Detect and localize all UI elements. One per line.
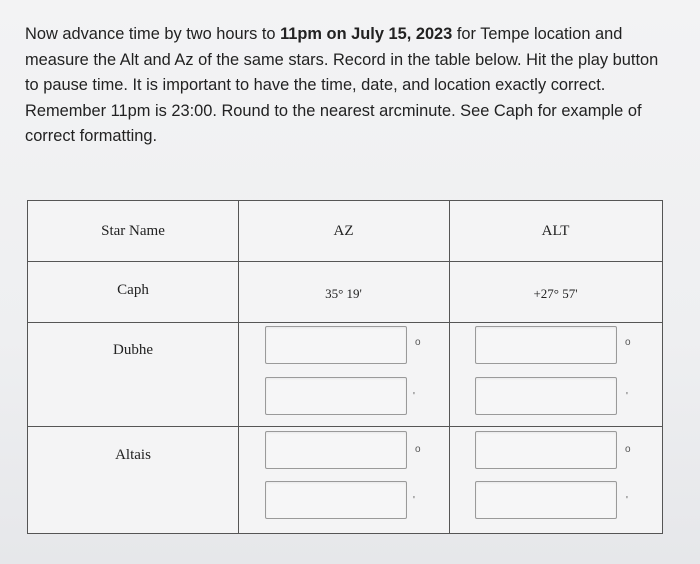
dubhe-alt-minutes-input[interactable] [475, 377, 617, 415]
dubhe-alt-minute-symbol: ' [626, 391, 628, 402]
star-name-caph: Caph [117, 282, 149, 298]
dubhe-alt-degrees-input[interactable] [475, 326, 617, 364]
star-name-dubhe: Dubhe [113, 342, 153, 358]
dubhe-az-degrees-input[interactable] [265, 326, 407, 364]
row-divider [28, 426, 662, 427]
caph-alt-value: +27° 57' [533, 286, 578, 301]
dubhe-az-minutes-input[interactable] [265, 377, 407, 415]
row-divider [28, 261, 662, 262]
altais-alt-minute-symbol: ' [626, 495, 628, 506]
altais-alt-degree-symbol: o [625, 444, 631, 455]
star-name-altais: Altais [115, 447, 151, 463]
dubhe-az-degree-symbol: o [415, 337, 421, 348]
star-table [27, 200, 663, 534]
header-az: AZ [333, 223, 354, 239]
instructions-part2: for Tempe location and measure the Alt and Az of the same stars. Record in the table below. Hit the play button to pause time. It is important to have the time, date, and location exactly correct. Remember 11pm is 23:00. Round to the nearest arcminute. See Caph for example of correct formatting. [25, 25, 659, 146]
altais-alt-degrees-input[interactable] [475, 431, 617, 469]
altais-az-degree-symbol: o [415, 444, 421, 455]
caph-az-value: 35° 19' [325, 286, 362, 301]
altais-alt-minutes-input[interactable] [475, 481, 617, 519]
dubhe-az-minute-symbol: ' [413, 391, 415, 402]
instructions-part1: Now advance time by two hours to [25, 25, 281, 43]
instructions-text [25, 22, 665, 150]
altais-az-minutes-input[interactable] [265, 481, 407, 519]
column-divider [238, 201, 239, 533]
altais-az-minute-symbol: ' [413, 495, 415, 506]
row-divider [28, 322, 662, 323]
altais-az-degrees-input[interactable] [265, 431, 407, 469]
instructions-bold-date: 11pm on July 15, 2023 [280, 25, 453, 43]
header-star-name: Star Name [101, 223, 165, 239]
header-alt: ALT [541, 223, 570, 239]
dubhe-alt-degree-symbol: o [625, 337, 631, 348]
column-divider [449, 201, 450, 533]
